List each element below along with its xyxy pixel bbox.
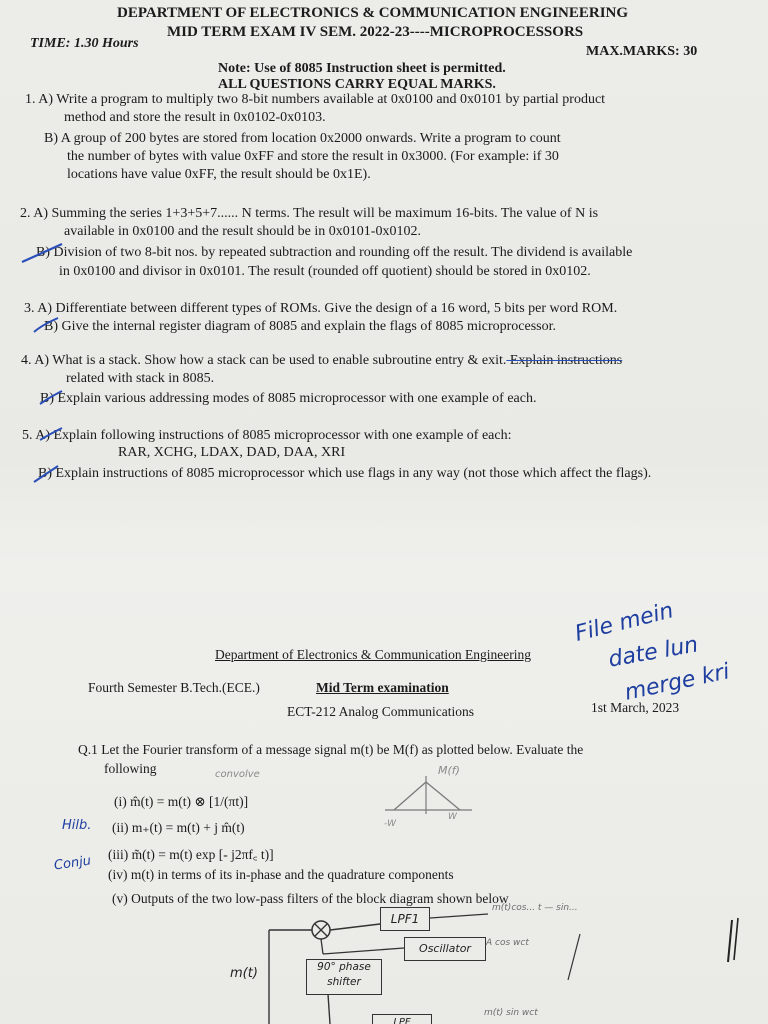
pencil-mf-label: M(f) xyxy=(438,764,460,777)
exam2-q1-line1: Q.1 Let the Fourier transform of a message signal m(t) be M(f) as plotted below. Evaluate the xyxy=(78,742,584,757)
hand-note-line1: File mein xyxy=(572,598,676,647)
q4a-line1-text: 4. A) What is a stack. Show how a stack can be used to enable subroutine entry & exit. xyxy=(21,353,507,368)
oscillator-block: Oscillator xyxy=(404,937,486,961)
q1a-line2: method and store the result in 0x0102-0x0103. xyxy=(64,110,326,125)
pencil-w-label: W xyxy=(448,812,457,822)
q4b: B) Explain various addressing modes of 8085 microprocessor with one example of each. xyxy=(40,391,537,406)
q4a-line1-struck: Explain instructions xyxy=(506,353,623,368)
q2a-line2: available in 0x0100 and the result should be in 0x0101-0x0102. xyxy=(64,224,421,239)
exam1-dept: DEPARTMENT OF ELECTRONICS & COMMUNICATION ENGINEERING xyxy=(117,5,629,21)
q3b: B) Give the internal register diagram of 8085 and explain the flags of 8085 microprocessor. xyxy=(44,319,557,334)
input-mt-label: m(t) xyxy=(230,966,258,981)
q1b-line3: locations have value 0xFF, the result should be 0x1E). xyxy=(67,167,371,182)
lpf1-block: LPF1 xyxy=(380,907,430,931)
q1b-line1: B) A group of 200 bytes are stored from location 0x2000 onwards. Write a program to count xyxy=(44,131,561,146)
exam2-date: 1st March, 2023 xyxy=(591,700,680,715)
hand-note-hilb: Hilb. xyxy=(62,818,92,833)
q1a-line1: 1. A) Write a program to multiply two 8-bit numbers available at 0x0100 and 0x0101 by partial product xyxy=(25,92,606,107)
exam2-q1-i: (i) m̂(t) = m(t) ⊗ [1/(πt)] xyxy=(114,794,249,809)
q1b-line2: the number of bytes with value 0xFF and store the result in 0x3000. (For example: if 30 xyxy=(67,149,559,164)
exam2-q1-iv: (iv) m(t) in terms of its in-phase and the quadrature components xyxy=(108,867,454,882)
hand-note-line3: merge kri xyxy=(622,659,732,706)
q3a: 3. A) Differentiate between different types of ROMs. Give the design of a 16 word, 5 bits per word ROM. xyxy=(24,301,618,316)
q5b: B) Explain instructions of 8085 microprocessor which use flags in any way (not those which affect the flags). xyxy=(38,466,652,481)
oscillator-annotation: A cos wct xyxy=(486,938,529,948)
exam1-equal-marks: ALL QUESTIONS CARRY EQUAL MARKS. xyxy=(218,77,496,92)
lpf2-output-annotation: m(t) sin wct xyxy=(484,1008,538,1018)
exam1-title: MID TERM EXAM IV SEM. 2022-23----MICROPROCESSORS xyxy=(167,24,584,40)
exam2-q1-iii: (iii) m̃(t) = m(t) exp [- j2πf꜀ t)] xyxy=(108,847,274,862)
q5a-line1: 5. A) Explain following instructions of 8085 microprocessor with one example of each: xyxy=(22,428,512,443)
exam2-q1-v: (v) Outputs of the two low-pass filters of the block diagram shown below xyxy=(112,891,509,906)
hand-note-conj: Conju xyxy=(53,853,92,874)
exam1-time: TIME: 1.30 Hours xyxy=(30,36,139,51)
exam2-exam-name: Mid Term examination xyxy=(316,680,449,695)
exam2-q1-line2: following xyxy=(104,761,157,776)
phase-shifter-block: 90° phase shifter xyxy=(306,959,382,995)
lpf2-block: LPF xyxy=(372,1014,432,1024)
exam2-dept: Department of Electronics & Communication Engineering xyxy=(215,647,532,662)
lpf1-output-annotation: m(t)cos... t — sin... xyxy=(492,903,578,913)
exam1-max-marks: MAX.MARKS: 30 xyxy=(586,44,698,59)
exam2-q1-ii: (ii) m₊(t) = m(t) + j m̂(t) xyxy=(112,820,245,835)
q5a-line2: RAR, XCHG, LDAX, DAD, DAA, XRI xyxy=(118,445,346,460)
q2a-line1: 2. A) Summing the series 1+3+5+7...... N terms. The result will be maximum 16-bits. The value of N is xyxy=(20,206,599,221)
q4a-line2: related with stack in 8085. xyxy=(66,371,215,386)
exam2-semester: Fourth Semester B.Tech.(ECE.) xyxy=(88,680,260,695)
q2b-line2: in 0x0100 and divisor in 0x0101. The result (rounded off quotient) should be stored in 0x0102. xyxy=(59,264,591,279)
exam2-course: ECT-212 Analog Communications xyxy=(287,704,474,719)
pencil-note-convolve: convolve xyxy=(215,769,260,780)
exam1-note: Note: Use of 8085 Instruction sheet is permitted. xyxy=(218,61,506,76)
pencil-neg-w-label: -W xyxy=(384,819,396,829)
spectrum-sketch xyxy=(380,772,480,822)
q2b-line1: B) Division of two 8-bit nos. by repeated subtraction and rounding off the result. The dividend is available xyxy=(36,245,633,260)
hand-note-line2: date lun xyxy=(606,632,701,673)
